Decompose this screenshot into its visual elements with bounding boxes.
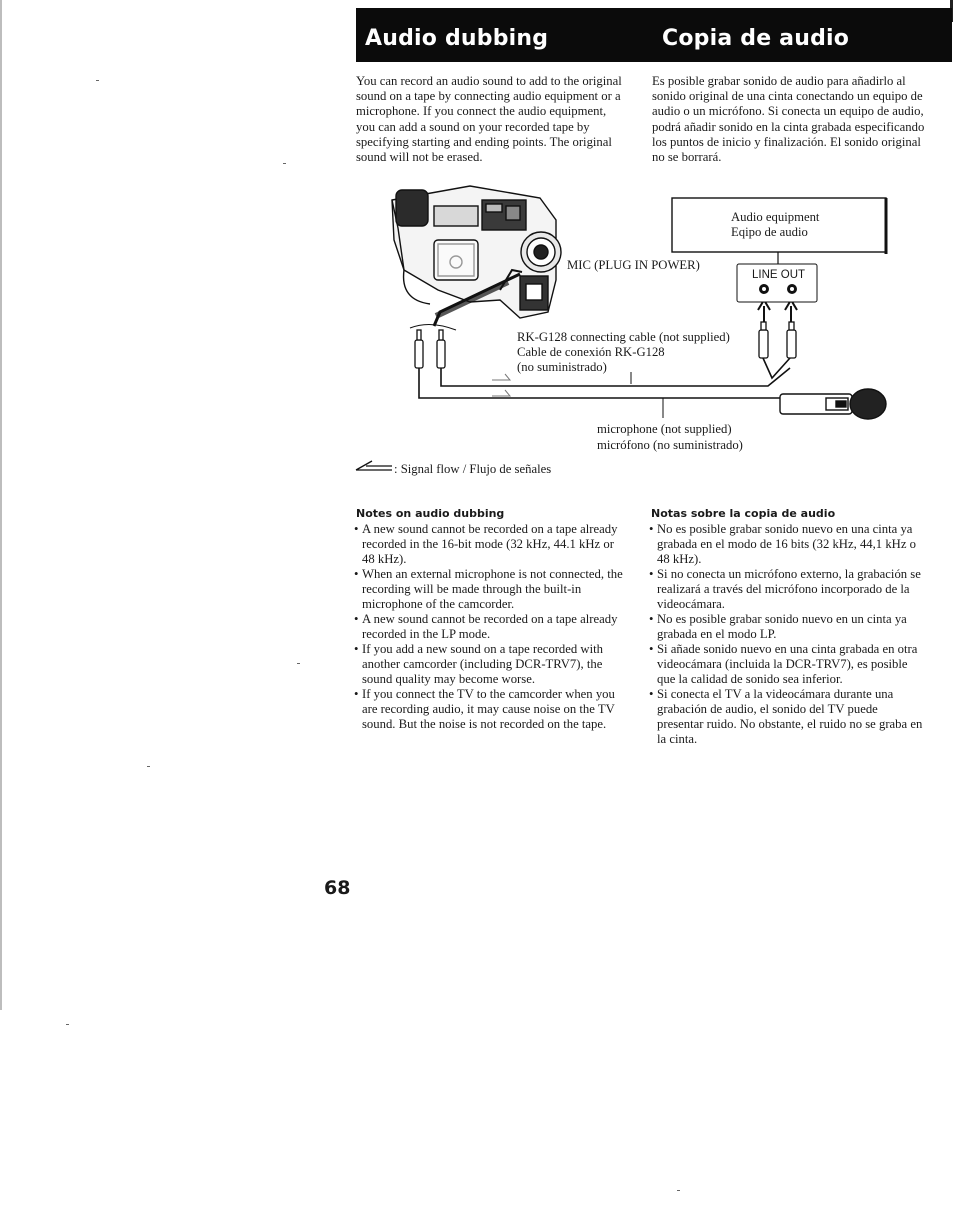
mic-jack-label: MIC (PLUG IN POWER) (567, 258, 700, 272)
plug-icon (415, 330, 445, 368)
audio-equipment-label-es: Eqipo de audio (731, 225, 808, 239)
list-item: • When an external microphone is not connected, the recording will be made through the built-in microphone of the camcorder. (354, 567, 626, 612)
signal-flow-arrow-icon (356, 461, 392, 470)
notes-list-en (354, 522, 626, 732)
list-item: • No es posible grabar sonido nuevo en un cinta ya grabada en el modo LP. (649, 612, 923, 642)
list-item: • A new sound cannot be recorded on a tape already recorded in the LP mode. (354, 612, 626, 642)
intro-paragraph-es: Es posible grabar sonido de audio para añadirlo al sonido original de una cinta conectando un equipo de audio o un micrófono. Si conecta un equipo de audio, podrá añadir sonido en la cinta grabada especificando los puntos de inicio y finalización. El sonido original no se borrará. (652, 74, 925, 165)
cable-label-es: Cable de conexión RK-G128 (517, 345, 665, 359)
scan-speck (147, 766, 150, 767)
microphone-label-en: microphone (not supplied) (597, 422, 732, 436)
line-out-label: LINE OUT (752, 269, 806, 281)
intro-paragraph-en: You can record an audio sound to add to the original sound on a tape by connecting audio equipment or a microphone. If you connect the audio equipment, you can add a sound on your recorded tape by specifying starting and ending points. The original sound will not be erased. (356, 74, 622, 165)
list-item: • Si añade sonido nuevo en una cinta grabada en otra videocámara (incluida la DCR-TRV7), es posible que la calidad de sonido sea inferior. (649, 642, 923, 687)
notes-list-es (649, 522, 923, 747)
microphone-label-es: micrófono (no suministrado) (597, 438, 743, 452)
signal-flow-arrow-icon (785, 300, 797, 322)
notes-heading-en: Notes on audio dubbing (356, 507, 505, 520)
audio-equipment-label-en: Audio equipment (731, 210, 820, 224)
list-item: • If you connect the TV to the camcorder when you are recording audio, it may cause noise on the TV sound. But the noise is not recorded on the tape. (354, 687, 626, 732)
list-item: • If you add a new sound on a tape recorded with another camcorder (including DCR-TRV7), the sound quality may become worse. (354, 642, 626, 687)
page-title-es: Copia de audio (662, 26, 850, 51)
signal-flow-arrow-icon (758, 300, 770, 322)
page-number: 68 (324, 877, 351, 899)
page-title-en: Audio dubbing (365, 26, 549, 51)
microphone-icon (780, 389, 886, 419)
scan-speck (283, 163, 286, 164)
list-item: • A new sound cannot be recorded on a tape already recorded in the 16-bit mode (32 kHz, 44.1 kHz or 48 kHz). (354, 522, 626, 567)
notes-heading-es: Notas sobre la copia de audio (651, 507, 836, 520)
cable-label-en: RK-G128 connecting cable (not supplied) (517, 330, 730, 344)
scan-speck (96, 80, 99, 81)
list-item: • No es posible grabar sonido nuevo en una cinta ya grabada en el modo de 16 bits (32 kHz, 44,1 kHz o 48 kHz). (649, 522, 923, 567)
scan-speck (297, 663, 300, 664)
list-item: • Si conecta el TV a la videocámara durante una grabación de audio, el sonido del TV puede presentar ruido. No obstante, el ruido no se graba en la cinta. (649, 687, 923, 747)
signal-flow-legend: : Signal flow / Flujo de señales (394, 462, 552, 476)
cable-label-es-note: (no suministrado) (517, 360, 607, 374)
plug-icon (759, 322, 796, 358)
scan-speck (677, 1190, 680, 1191)
scan-speck (66, 1024, 69, 1025)
list-item: • Si no conecta un micrófono externo, la grabación se realizará a través del micrófono incorporado de la videocámara. (649, 567, 923, 612)
